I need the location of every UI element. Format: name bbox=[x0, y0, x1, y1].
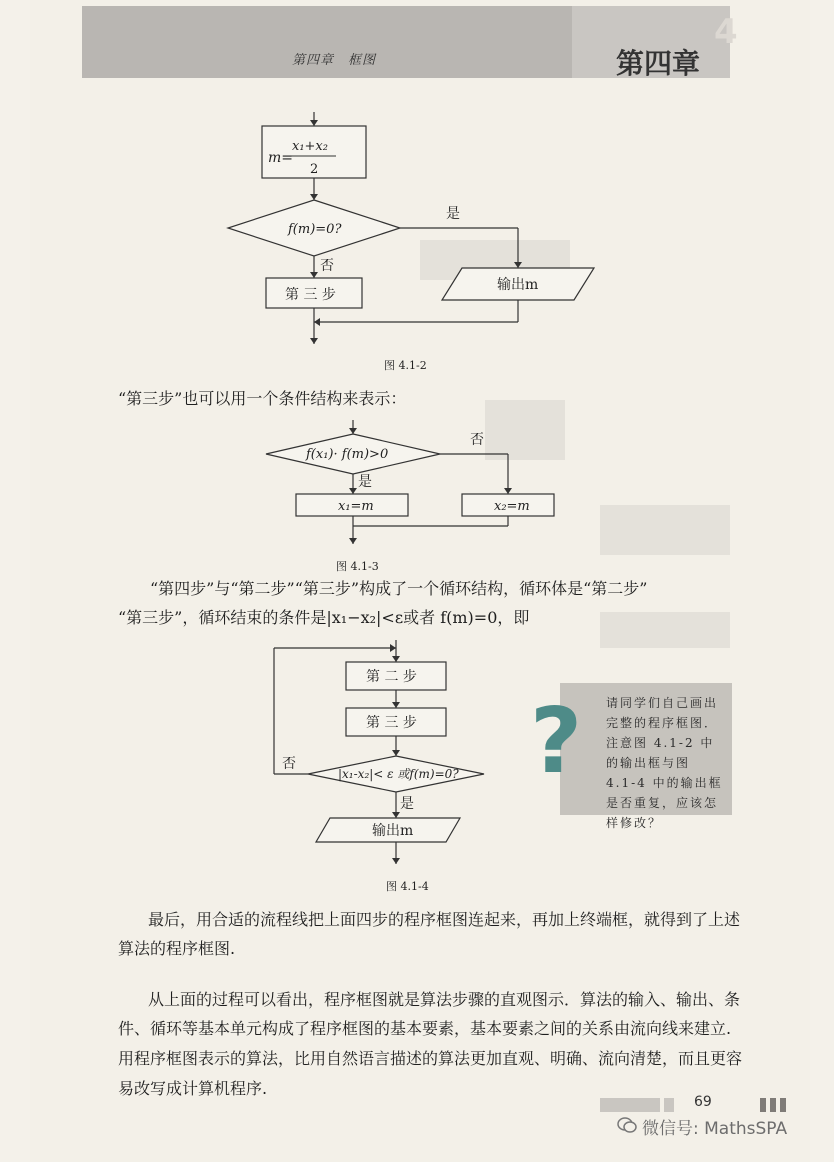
assign-x2-label: x₂=m bbox=[494, 499, 530, 514]
wechat-icon bbox=[617, 1116, 637, 1134]
paragraph-summary-cont bbox=[118, 1014, 742, 1104]
paragraph-loop-structure bbox=[150, 574, 647, 604]
paragraph-line: “第三步”，循环结束的条件是|x₁−x₂|<ε或者 f(m)=0，即 bbox=[118, 608, 530, 627]
flowchart-4-1-3 bbox=[0, 420, 834, 580]
step3-box-label: 第 三 步 bbox=[366, 715, 417, 731]
denominator-label: 2 bbox=[310, 162, 319, 177]
paragraph-line: 从上面的过程可以看出，程序框图就是算法步骤的直观图示．算法的输入、输出、条 bbox=[148, 990, 741, 1009]
watermark-text: 微信号: MathsSPA bbox=[642, 1119, 788, 1139]
no-label: 否 bbox=[470, 432, 484, 448]
decision-label: |x₁-x₂|< ε 或f(m)=0? bbox=[338, 767, 459, 781]
paragraph-line: 算法的程序框图. bbox=[118, 939, 236, 958]
sidebox-text: 请同学们自己画出完整的程序框图．注意图 4.1-2 中的输出框与图 4.1-4 中的输出框是否重复，应该怎样修改？ bbox=[606, 696, 723, 830]
figure-caption: 图 4.1-2 bbox=[384, 359, 427, 372]
running-title: 第四章 框图 bbox=[292, 53, 377, 68]
yes-label: 是 bbox=[358, 474, 372, 490]
numerator-label: x₁+x₂ bbox=[292, 139, 328, 154]
paragraph-finally bbox=[148, 905, 740, 935]
yes-label: 是 bbox=[400, 796, 414, 812]
paragraph-finally-cont bbox=[118, 934, 235, 964]
output-box-label: 输出m bbox=[372, 823, 414, 839]
paragraph-line: 易改写成计算机程序. bbox=[118, 1079, 268, 1098]
page-number: 69 bbox=[694, 1094, 712, 1110]
decision-label: f(x₁)· f(m)>0 bbox=[306, 447, 389, 462]
output-box-label: 输出m bbox=[497, 277, 539, 293]
no-label: 否 bbox=[320, 258, 334, 274]
figure-caption: 图 4.1-3 bbox=[336, 560, 379, 573]
paragraph-third-step: “第三步”也可以用一个条件结构来表示： bbox=[118, 389, 407, 408]
thinking-sidebox bbox=[530, 683, 732, 830]
paragraph-line: 件、循环等基本单元构成了程序框图的基本要素，基本要素之间的关系由流向线来建立. bbox=[118, 1019, 732, 1038]
decision-label: f(m)=0? bbox=[288, 222, 342, 237]
paragraph-loop-structure-cont bbox=[118, 603, 529, 633]
assign-x1-label: x₁=m bbox=[338, 499, 374, 514]
step2-box-label: 第 二 步 bbox=[366, 669, 417, 685]
question-mark-icon: ? bbox=[530, 689, 583, 794]
watermark bbox=[642, 1114, 787, 1139]
yes-label: 是 bbox=[446, 206, 460, 222]
chapter-corner-digit: 4 bbox=[714, 12, 738, 52]
assign-m-label: m= bbox=[268, 150, 294, 166]
paragraph-summary bbox=[148, 985, 740, 1015]
chapter-tab-label: 第四章 bbox=[616, 47, 701, 80]
paragraph-line: “第四步”与“第二步”“第三步”构成了一个循环结构，循环体是“第二步” bbox=[150, 579, 648, 598]
figure-caption: 图 4.1-4 bbox=[386, 880, 429, 893]
paragraph-line: 用程序框图表示的算法，比用自然语言描述的算法更加直观、明确、流向清楚，而且更容 bbox=[118, 1049, 743, 1068]
step3-box-label: 第 三 步 bbox=[285, 287, 336, 303]
paragraph-line: 最后，用合适的流程线把上面四步的程序框图连起来，再加上终端框，就得到了上述 bbox=[148, 910, 741, 929]
flowchart-4-1-2 bbox=[0, 0, 834, 380]
no-label: 否 bbox=[282, 756, 296, 772]
